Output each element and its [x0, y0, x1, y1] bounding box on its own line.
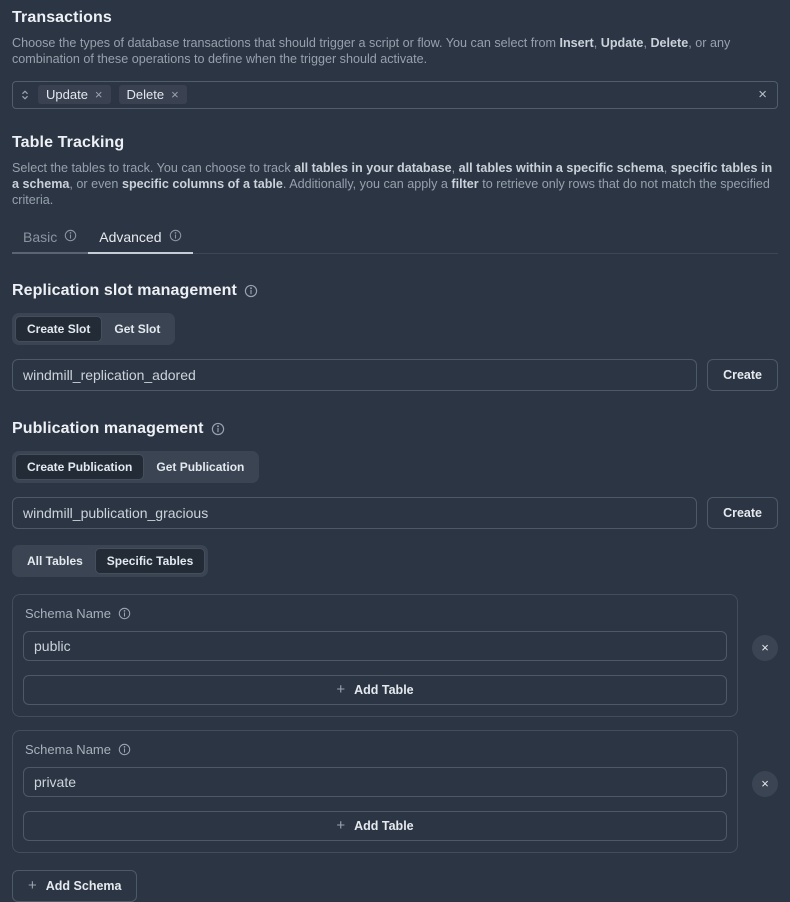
replication-slot-name-input[interactable] — [12, 359, 697, 391]
schema-card-public — [12, 594, 738, 717]
toggle-create-slot[interactable]: Create Slot — [15, 316, 102, 342]
plus-icon: + — [28, 877, 37, 895]
schema-name-input[interactable] — [23, 767, 727, 797]
tag-label: Delete — [126, 87, 165, 103]
publication-title: Publication management — [12, 419, 204, 437]
publication-mode-toggle — [12, 451, 259, 483]
info-icon — [64, 229, 77, 245]
selected-tag-delete[interactable] — [119, 85, 187, 104]
add-table-button[interactable] — [23, 675, 727, 705]
info-icon — [244, 284, 258, 298]
info-icon — [118, 607, 131, 620]
add-schema-button[interactable] — [12, 870, 137, 902]
clear-all-icon[interactable]: × — [758, 86, 767, 104]
table-scope-toggle — [12, 545, 208, 577]
selected-tag-update[interactable] — [38, 85, 111, 104]
add-table-button[interactable] — [23, 811, 727, 841]
remove-tag-icon[interactable]: × — [94, 87, 103, 103]
remove-schema-button[interactable]: × — [752, 771, 778, 797]
add-table-label: Add Table — [354, 682, 414, 697]
add-table-label: Add Table — [354, 818, 414, 833]
slot-mode-toggle — [12, 313, 175, 345]
remove-tag-icon[interactable]: × — [171, 87, 179, 103]
chevron-up-down-icon — [18, 88, 32, 102]
tracking-mode-tabs — [12, 225, 778, 254]
info-icon — [211, 422, 225, 436]
create-publication-button[interactable]: Create — [707, 497, 778, 529]
transactions-section-title: Transactions — [12, 9, 112, 26]
schema-card-private — [12, 730, 738, 853]
info-icon — [118, 743, 131, 756]
toggle-create-publication[interactable]: Create Publication — [15, 454, 144, 480]
tab-basic-label: Basic — [23, 228, 58, 245]
add-schema-label: Add Schema — [45, 878, 122, 893]
create-slot-button[interactable]: Create — [707, 359, 778, 391]
info-icon — [169, 229, 182, 245]
table-tracking-description: Select the tables to track. You can choose to track all tables in your database, all tables within a specific schema, specific tables in a schema, or even specific columns of a table. Additionally, you can apply a filter to retrieve only rows that do not match the specified criteria. — [12, 160, 773, 207]
table-tracking-section-title: Table Tracking — [12, 133, 125, 151]
schema-name-label: Schema Name — [25, 741, 111, 757]
toggle-all-tables[interactable]: All Tables — [27, 553, 83, 568]
toggle-specific-tables[interactable]: Specific Tables — [95, 548, 205, 574]
tag-label: Update — [46, 87, 88, 103]
tab-advanced-label: Advanced — [99, 228, 162, 245]
plus-icon: + — [336, 817, 346, 835]
schema-card-row — [12, 730, 778, 853]
schema-name-input[interactable] — [23, 631, 727, 661]
publication-name-input[interactable] — [12, 497, 697, 529]
transaction-types-multiselect[interactable] — [12, 81, 778, 109]
schema-card-row — [12, 594, 778, 717]
tab-advanced[interactable] — [88, 225, 192, 254]
remove-schema-button[interactable]: × — [752, 635, 778, 661]
schema-name-label: Schema Name — [25, 605, 111, 621]
replication-slot-title: Replication slot management — [12, 281, 237, 299]
toggle-get-slot[interactable]: Get Slot — [114, 321, 161, 336]
transactions-description: Choose the types of database transactions that should trigger a script or flow. You can select from Insert, Update, Delete, or any combination of these operations to define when the trigger should activate. — [12, 36, 731, 66]
toggle-get-publication[interactable]: Get Publication — [156, 459, 245, 474]
tab-basic[interactable] — [12, 225, 88, 254]
plus-icon: + — [336, 681, 346, 699]
